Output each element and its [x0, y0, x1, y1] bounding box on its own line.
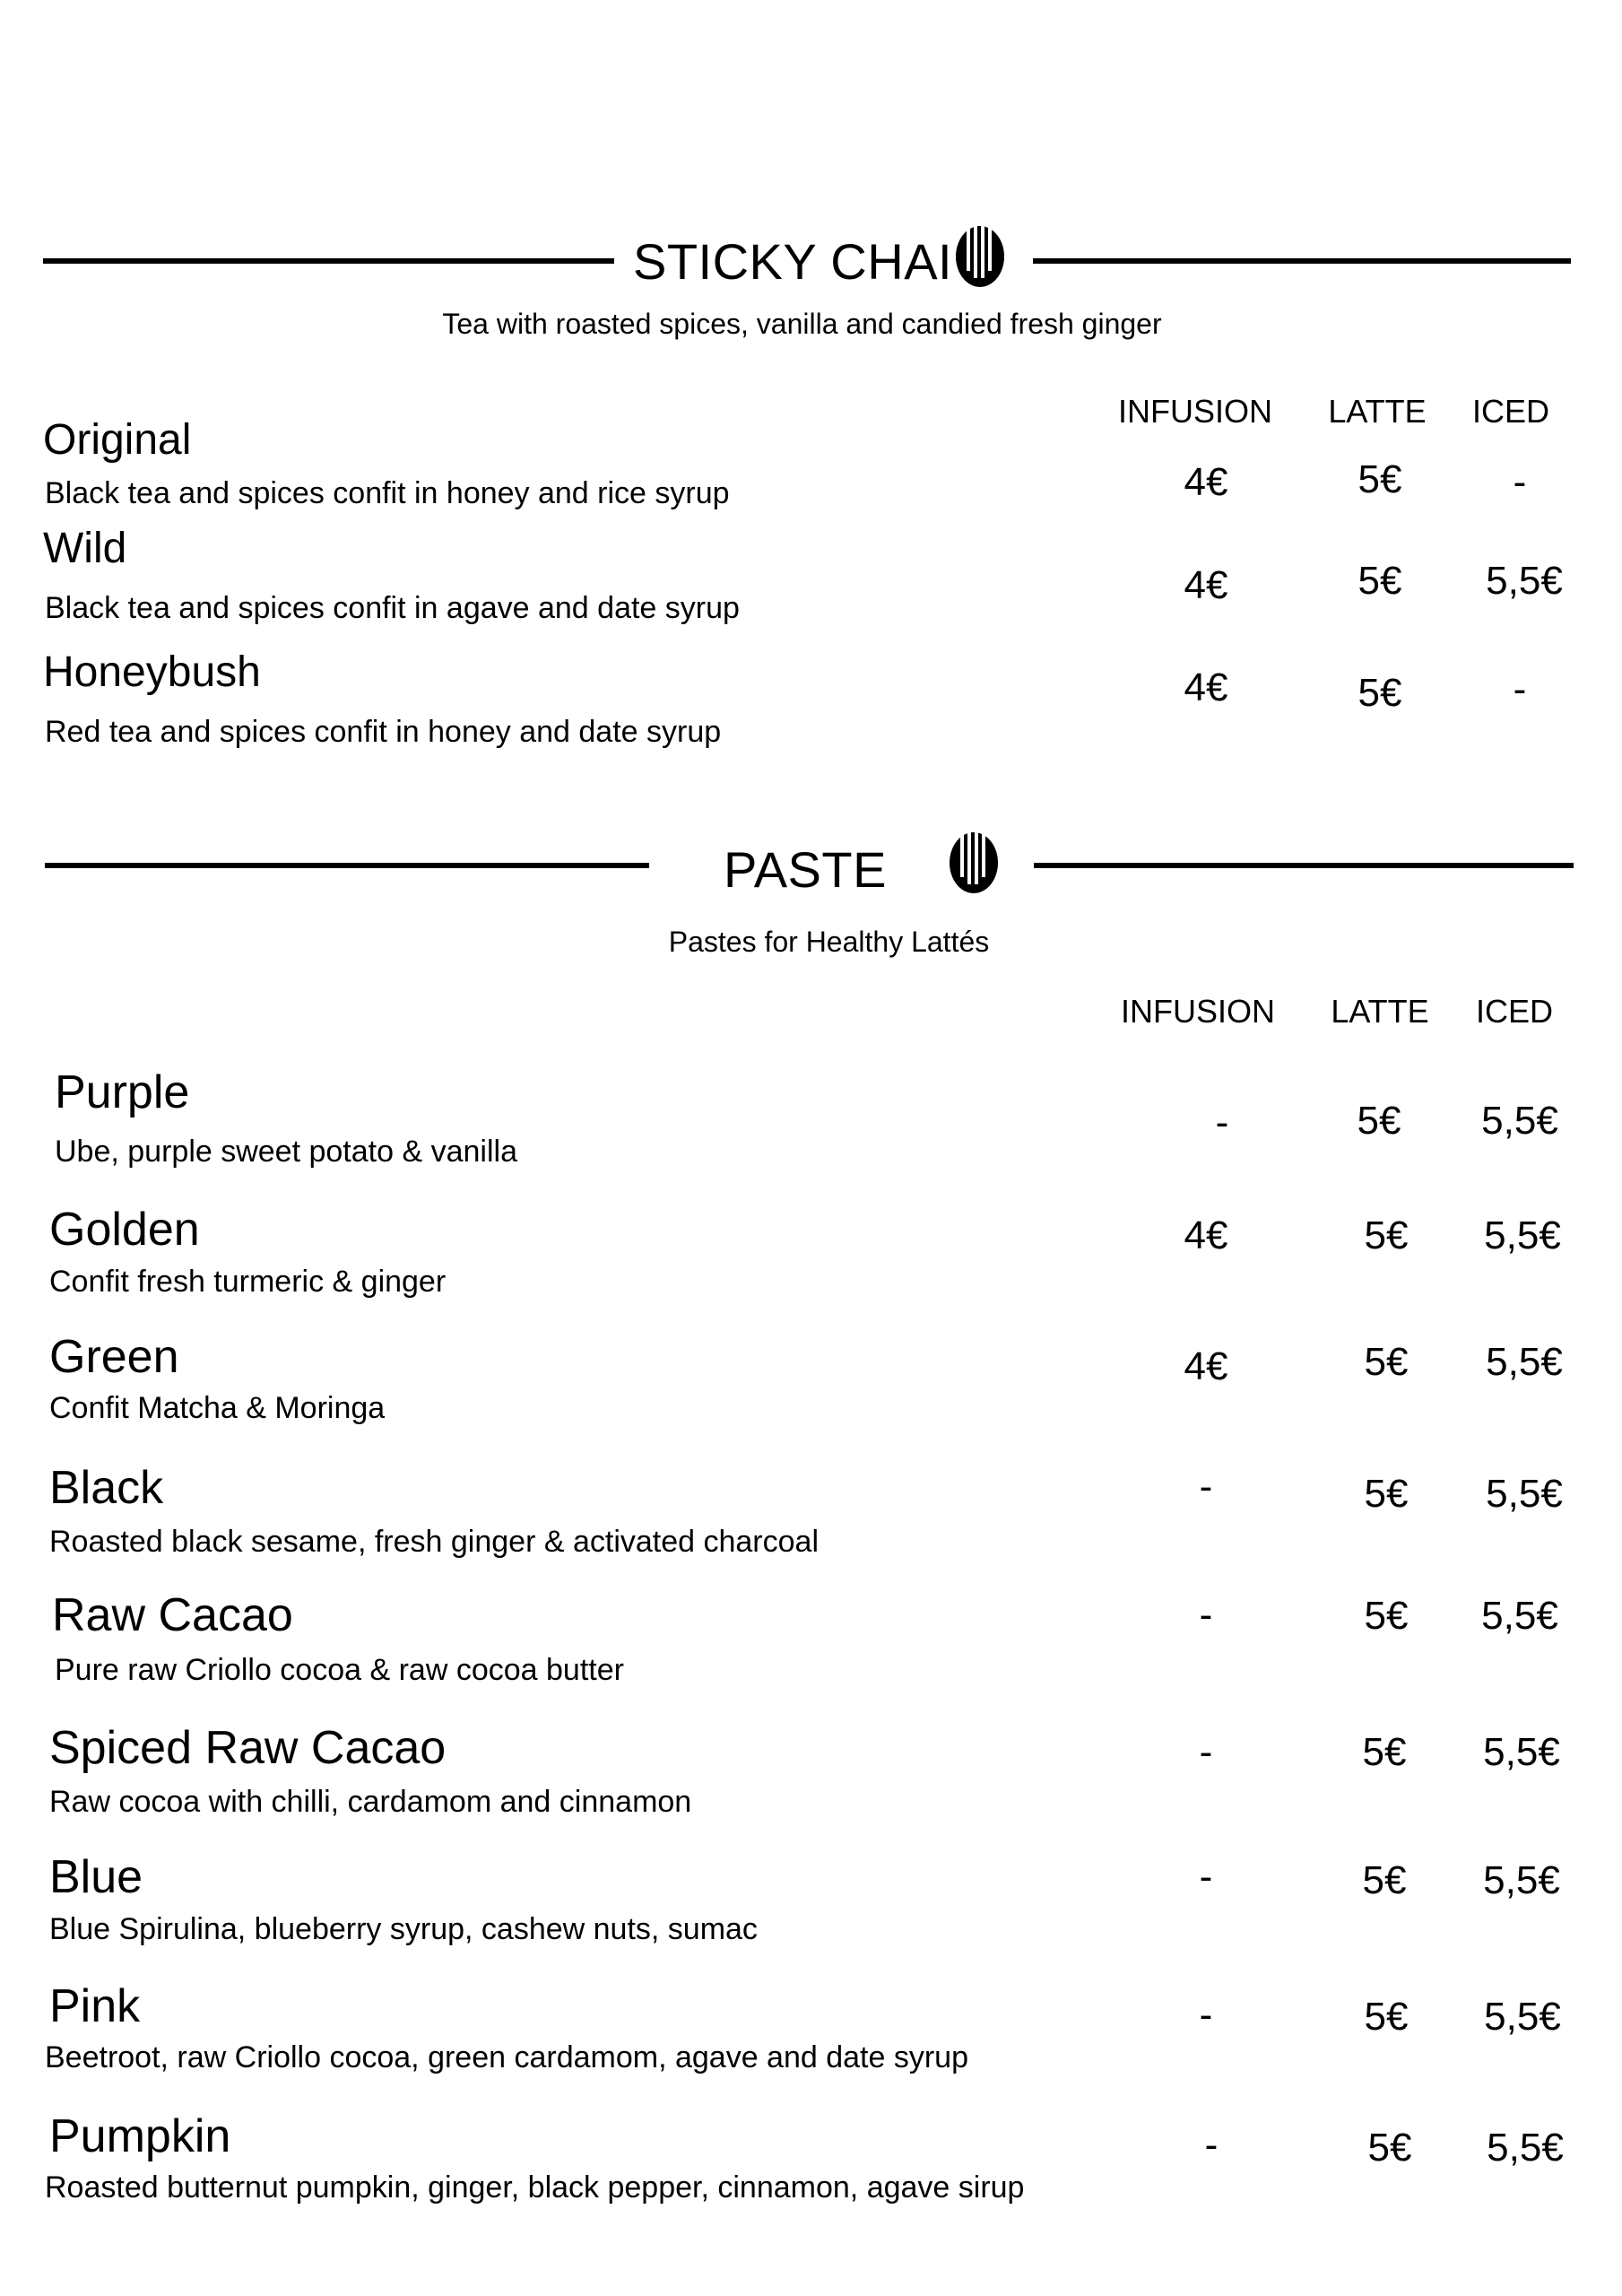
- column-header-infusion: INFUSION: [1117, 393, 1273, 430]
- item-name: Purple: [55, 1066, 190, 1118]
- item-description: Beetroot, raw Criollo cocoa, green cardamom, agave and date syrup: [45, 2040, 968, 2074]
- price-latte: 5€: [1364, 1472, 1409, 1516]
- item-description: Red tea and spices confit in honey and date syrup: [45, 715, 722, 749]
- price-infusion: 4€: [1184, 563, 1228, 607]
- price-latte: 5€: [1364, 1340, 1409, 1384]
- section-rule-left: [43, 258, 614, 264]
- price-infusion: 4€: [1184, 1344, 1228, 1388]
- section-subtitle: Pastes for Healthy Lattés: [668, 926, 990, 958]
- column-header-infusion: INFUSION: [1120, 993, 1276, 1030]
- price-iced: 5,5€: [1481, 1099, 1558, 1143]
- item-description: Blue Spirulina, blueberry syrup, cashew nuts, sumac: [49, 1912, 758, 1946]
- item-description: Confit Matcha & Moringa: [49, 1391, 386, 1425]
- column-header-iced: ICED: [1471, 393, 1550, 430]
- section-subtitle: Tea with roasted spices, vanilla and candied fresh ginger: [442, 308, 1162, 340]
- item-description: Raw cocoa with chilli, cardamom and cinnamon: [49, 1785, 692, 1819]
- section-title: STICKY CHAI: [633, 233, 953, 290]
- striped-seed-logo-icon: [948, 831, 1000, 895]
- item-description: Roasted black sesame, fresh ginger & activated charcoal: [49, 1525, 820, 1559]
- item-description: Ube, purple sweet potato & vanilla: [55, 1135, 517, 1169]
- section-rule-left: [45, 863, 649, 868]
- item-description: Roasted butternut pumpkin, ginger, black pepper, cinnamon, agave sirup: [45, 2170, 1025, 2205]
- item-name: Blue: [49, 1851, 143, 1903]
- price-infusion: -: [1199, 1855, 1213, 1899]
- item-name: Original: [43, 416, 192, 464]
- price-iced: 5,5€: [1484, 1213, 1561, 1257]
- price-latte: 5€: [1364, 1594, 1409, 1638]
- price-latte: 5€: [1362, 1858, 1407, 1902]
- price-infusion: -: [1199, 1593, 1213, 1637]
- section-rule-right: [1034, 863, 1574, 868]
- price-iced: 5,5€: [1483, 1730, 1560, 1774]
- item-name: Spiced Raw Cacao: [49, 1722, 447, 1774]
- price-infusion: -: [1215, 1100, 1229, 1144]
- item-name: Pink: [49, 1980, 141, 2032]
- price-latte: 5€: [1367, 2126, 1412, 2170]
- item-name: Raw Cacao: [52, 1589, 293, 1641]
- price-iced: 5,5€: [1486, 1472, 1563, 1516]
- price-latte: 5€: [1357, 671, 1402, 715]
- column-header-latte: LATTE: [1328, 393, 1427, 430]
- price-infusion: -: [1199, 1730, 1213, 1774]
- price-latte: 5€: [1364, 1213, 1409, 1257]
- item-name: Wild: [43, 525, 127, 572]
- price-latte: 5€: [1357, 559, 1402, 603]
- section-rule-right: [1033, 258, 1571, 264]
- price-iced: -: [1513, 460, 1527, 504]
- item-name: Honeybush: [43, 648, 261, 696]
- price-infusion: 4€: [1184, 1213, 1228, 1257]
- price-latte: 5€: [1364, 1995, 1409, 2039]
- column-header-iced: ICED: [1475, 993, 1554, 1030]
- price-iced: -: [1513, 667, 1527, 711]
- item-description: Pure raw Criollo cocoa & raw cocoa butter: [55, 1653, 624, 1687]
- item-name: Pumpkin: [49, 2110, 231, 2162]
- item-name: Green: [49, 1331, 179, 1383]
- striped-seed-logo-icon: [954, 224, 1006, 289]
- price-iced: 5,5€: [1481, 1594, 1558, 1638]
- item-name: Golden: [49, 1204, 200, 1256]
- price-iced: 5,5€: [1486, 559, 1563, 603]
- price-infusion: -: [1199, 1465, 1213, 1509]
- item-description: Confit fresh turmeric & ginger: [49, 1265, 447, 1299]
- item-name: Black: [49, 1462, 164, 1514]
- price-latte: 5€: [1357, 1099, 1401, 1143]
- price-infusion: 4€: [1184, 665, 1228, 709]
- price-iced: 5,5€: [1486, 1340, 1563, 1384]
- column-header-latte: LATTE: [1331, 993, 1429, 1030]
- price-infusion: 4€: [1184, 460, 1228, 504]
- price-latte: 5€: [1362, 1730, 1407, 1774]
- section-title: PASTE: [724, 841, 887, 898]
- item-description: Black tea and spices confit in honey and rice syrup: [45, 476, 730, 510]
- item-description: Black tea and spices confit in agave and date syrup: [45, 591, 740, 625]
- price-latte: 5€: [1357, 457, 1402, 501]
- price-iced: 5,5€: [1487, 2126, 1564, 2170]
- price-iced: 5,5€: [1484, 1995, 1561, 2039]
- price-infusion: -: [1204, 2123, 1219, 2167]
- price-iced: 5,5€: [1483, 1858, 1560, 1902]
- price-infusion: -: [1199, 1993, 1213, 2037]
